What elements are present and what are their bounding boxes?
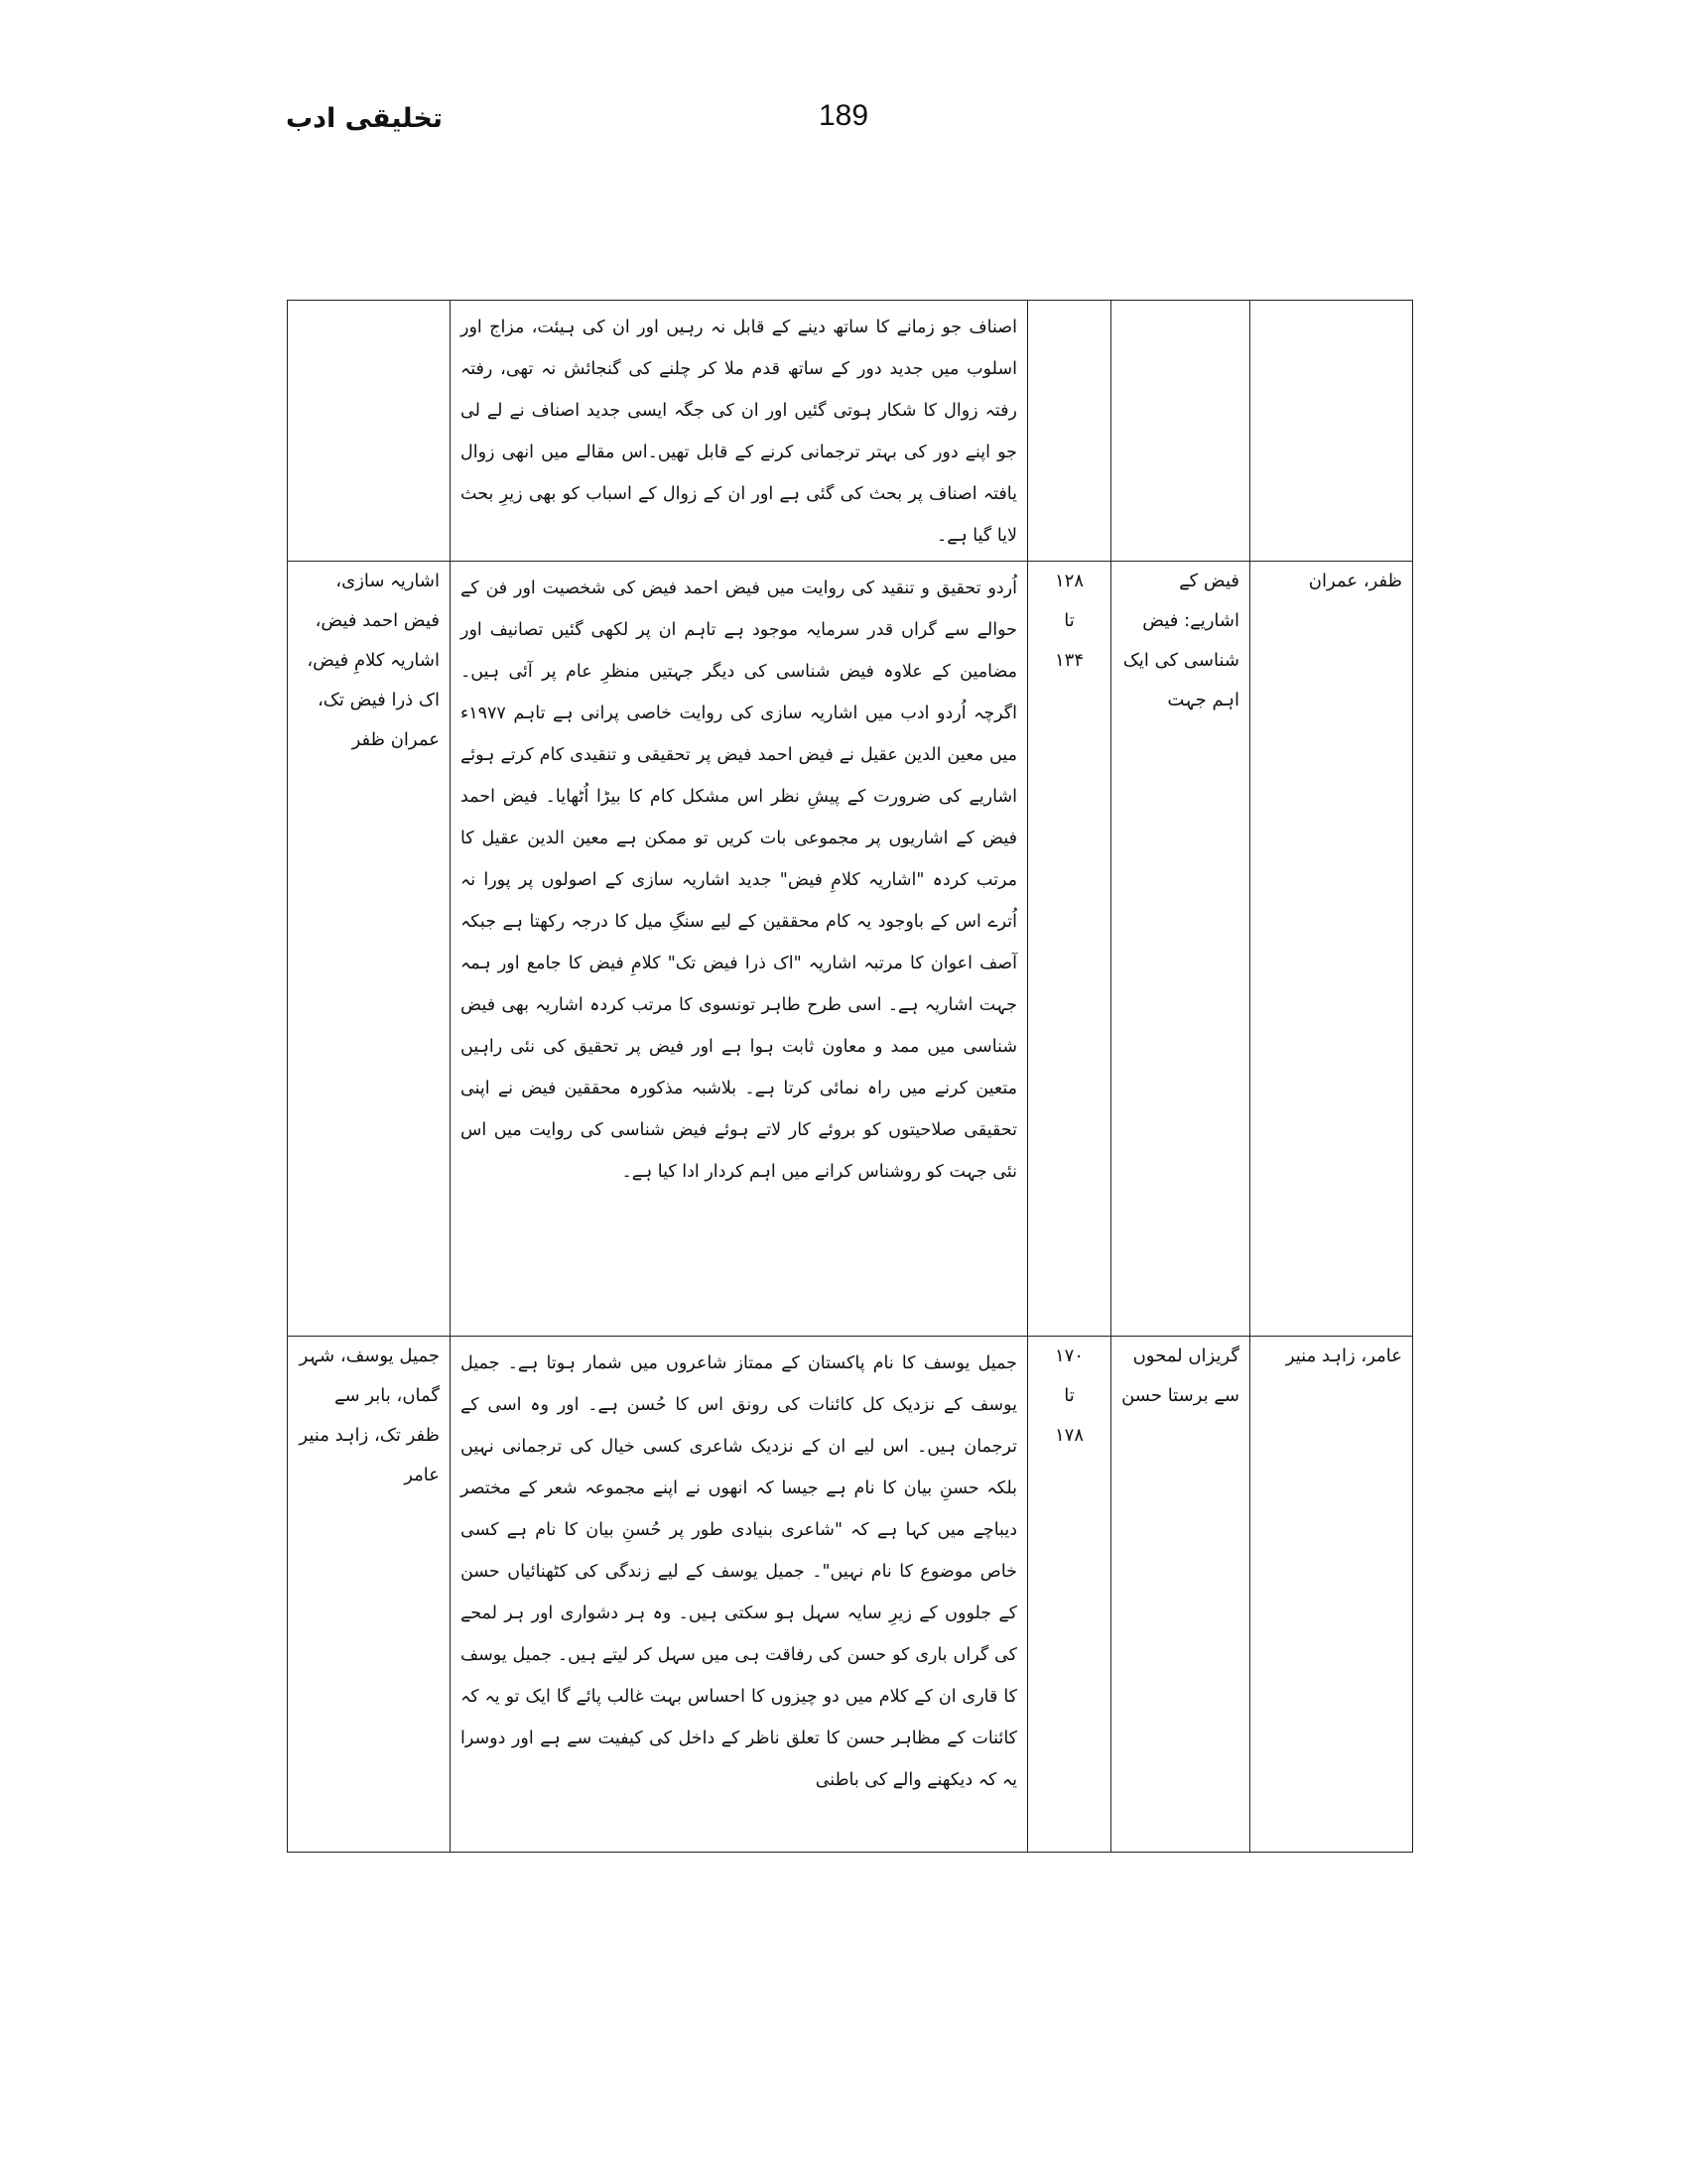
- author-cell: ظفر، عمران: [1250, 562, 1413, 1337]
- pages-cell: [1028, 562, 1111, 1337]
- abstract-cell: [451, 301, 1028, 562]
- page-end: ۱۳۴: [1054, 650, 1084, 671]
- abstract-cell: [451, 562, 1028, 1337]
- pages-cell: [1028, 301, 1111, 562]
- table-row: [288, 562, 1413, 1337]
- keywords-cell: جمیل یوسف، شہر گماں، بابر سے ظفر تک، زاہد منیر عامر: [288, 1337, 451, 1853]
- abstract-cell: [451, 1337, 1028, 1853]
- abstract-text: اُردو تحقیق و تنقید کی روایت میں فیض احمد فیض کی شخصیت اور فن کے حوالے سے گراں قدر سرمایہ موجود ہے تاہم ان پر لکھی گئیں تصانیف اور مضامین کے علاوہ فیض شناسی کی دیگر جہتیں منظرِ عام پر آئی ہیں۔ اگرچہ اُردو ادب میں اشاریہ سازی کی روایت خاصی پرانی ہے تاہم ۱۹۷۷ء میں معین الدین عقیل نے فیض احمد فیض پر تحقیقی و تنقیدی کام کرتے ہوئے اشاریے کی ضرورت کے پیشِ نظر اس مشکل کام کا بیڑا اُٹھایا۔ فیض احمد فیض کے اشاریوں پر مجموعی بات کریں تو ممکن ہے معین الدین عقیل کا مرتب کردہ "اشاریہ کلامِ فیض" جدید اشاریہ سازی کے اصولوں پر پورا نہ اُترے اس کے باوجود یہ کام محققین کے لیے سنگِ میل کا درجہ رکھتا ہے جبکہ آصف اعوان کا مرتبہ اشاریہ "اک ذرا فیض تک" کلامِ فیض کا جامع اور ہمہ جہت اشاریہ ہے۔ اسی طرح طاہر تونسوی کا مرتب کردہ اشاریہ بھی فیض شناسی میں ممد و معاون ثابت ہوا ہے اور فیض پر تحقیق کی نئی راہیں متعین کرنے میں راہ نمائی کرتا ہے۔ بلاشبہ مذکورہ محققین فیض نے اپنی تحقیقی صلاحیتوں کو بروئے کار لاتے ہوئے فیض شناسی کی روایت میں اس نئی جہت کو روشناس کرانے میں اہم کردار ادا کیا ہے۔: [460, 578, 1017, 1182]
- page-end: ۱۷۸: [1054, 1425, 1084, 1446]
- keywords-cell: [288, 301, 451, 562]
- title-cell: گریزاں لمحوں سے برستا حسن: [1111, 1337, 1250, 1853]
- page-separator: تا: [1064, 610, 1075, 631]
- keywords-cell: اشاریہ سازی، فیض احمد فیض، اشاریہ کلامِ فیض، اک ذرا فیض تک، عمران ظفر: [288, 562, 451, 1337]
- journal-name: تخلیقی ادب: [286, 103, 444, 134]
- abstract-text: اصناف جو زمانے کا ساتھ دینے کے قابل نہ رہیں اور ان کی ہیئت، مزاج اور اسلوب میں جدید دور کے ساتھ قدم ملا کر چلنے کی گنجائش نہ تھی، رفتہ رفتہ زوال کا شکار ہوتی گئیں اور ان کی جگہ ایسی جدید اصناف نے لے لی جو اپنے دور کی بہتر ترجمانی کرنے کے قابل تھیں۔اس مقالے میں انھی زوال یافتہ اصناف پر بحث کی گئی ہے اور ان کے زوال کے اسباب کو بھی زیرِ بحث لایا گیا ہے۔: [460, 318, 1017, 546]
- page-separator: تا: [1064, 1385, 1075, 1406]
- title-cell: فیض کے اشاریے: فیض شناسی کی ایک اہم جہت: [1111, 562, 1250, 1337]
- author-cell: عامر، زاہد منیر: [1250, 1337, 1413, 1853]
- page-start: ۱۲۸: [1054, 571, 1084, 591]
- index-table: [287, 300, 1413, 1853]
- page-number: 189: [818, 99, 869, 132]
- pages-cell: [1028, 1337, 1111, 1853]
- abstract-text: جمیل یوسف کا نام پاکستان کے ممتاز شاعروں میں شمار ہوتا ہے۔ جمیل یوسف کے نزدیک کل کائنات کی رونق اس کا حُسن ہے۔ اور وہ اسی کے ترجمان ہیں۔ اس لیے ان کے نزدیک شاعری کسی خیال کی ترجمانی نہیں بلکہ حسنِ بیان کا نام ہے جیسا کہ انھوں نے اپنے مجموعہ شعر کے مختصر دیباچے میں کہا ہے کہ "شاعری بنیادی طور پر حُسنِ بیان کا نام ہے کسی خاص موضوع کا نام نہیں"۔ جمیل یوسف کے لیے زندگی کی کٹھنائیاں حسن کے جلووں کے زیرِ سایہ سہل ہو سکتی ہیں۔ وہ ہر دشواری اور ہر لمحے کی گراں باری کو حسن کی رفاقت ہی میں سہل کر لیتے ہیں۔ جمیل یوسف کا قاری ان کے کلام میں دو چیزوں کا احساس بہت غالب پائے گا ایک تو یہ کہ کائنات کے مظاہر حسن کا تعلق ناظر کے داخل کی کیفیت سے ہے اور دوسرا یہ کہ دیکھنے والے کی باطنی: [460, 1353, 1017, 1790]
- author-cell: [1250, 301, 1413, 562]
- table-row: [288, 301, 1413, 562]
- table-row: [288, 1337, 1413, 1853]
- page-start: ۱۷۰: [1054, 1346, 1084, 1366]
- title-cell: [1111, 301, 1250, 562]
